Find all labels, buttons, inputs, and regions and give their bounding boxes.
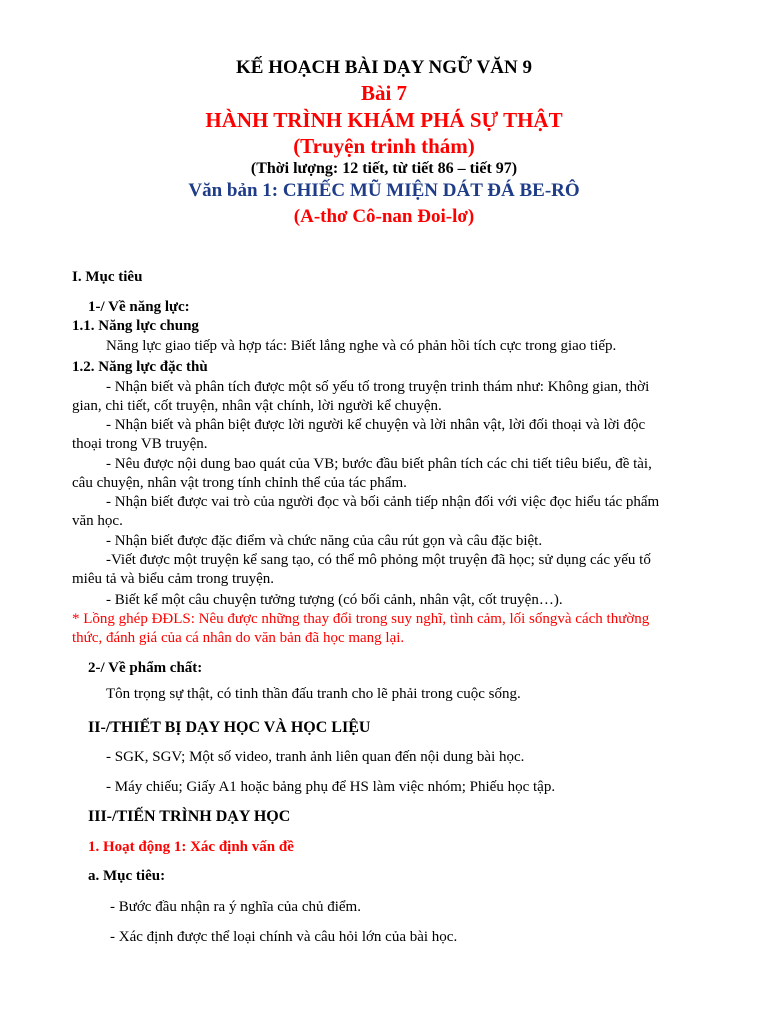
objective-heading: a. Mục tiêu:	[88, 868, 166, 884]
specific-line: thoại trong VB truyện.	[72, 436, 208, 452]
integration-note: thức, đánh giá của cá nhân do văn bản đã học mang lại.	[72, 630, 405, 646]
specific-line: - Nhận biết và phân biệt được lời người kể chuyện và lời nhân vật, lời đối thoại và lời độc	[106, 417, 646, 433]
equipment-item: - Máy chiếu; Giấy A1 hoặc bảng phụ để HS làm việc nhóm; Phiếu học tập.	[106, 779, 556, 795]
specific-line: -Viết được một truyện kể sang tạo, có thể mô phỏng một truyện đã học; sử dụng các yếu tố	[106, 552, 651, 568]
plan-title: KẾ HOẠCH BÀI DẠY NGỮ VĂN 9	[236, 57, 532, 78]
section-process-heading: III-/TIẾN TRÌNH DẠY HỌC	[88, 808, 291, 825]
lesson-title: HÀNH TRÌNH KHÁM PHÁ SỰ THẬT	[205, 108, 563, 132]
general-competence-heading: 1.1. Năng lực chung	[72, 318, 199, 334]
integration-note: * Lồng ghép ĐĐLS: Nêu được những thay đổi trong suy nghĩ, tình cảm, lối sốngvà cách thường	[72, 611, 650, 627]
specific-line: gian, chi tiết, cốt truyện, nhân vật chính, lời người kể chuyện.	[72, 398, 442, 414]
activity1-heading: 1. Hoạt động 1: Xác định vấn đề	[88, 839, 294, 855]
specific-line: miêu tả và biểu cảm trong truyện.	[72, 571, 275, 587]
competence-heading: 1-/ Về năng lực:	[88, 299, 190, 315]
lesson-number: Bài 7	[360, 81, 408, 105]
specific-line: câu chuyện, nhân vật trong tính chỉnh thể của tác phẩm.	[72, 475, 407, 491]
specific-line: - Nêu được nội dung bao quát của VB; bước đầu biết phân tích các chi tiết tiêu biểu, đề tài,	[106, 456, 652, 472]
specific-line: văn học.	[72, 513, 123, 529]
specific-line: - Nhận biết được vai trò của người đọc và bối cảnh tiếp nhận đối với việc đọc hiểu tác phẩm	[106, 494, 660, 510]
section-objectives-heading: I. Mục tiêu	[72, 269, 143, 285]
general-competence-text: Năng lực giao tiếp và hợp tác: Biết lắng nghe và có phản hồi tích cực trong giao tiếp.	[106, 338, 617, 354]
specific-line: - Biết kể một câu chuyện tưởng tượng (có bối cảnh, nhân vật, cốt truyện…).	[106, 592, 563, 608]
quality-heading: 2-/ Về phẩm chất:	[88, 660, 203, 676]
objective-item: - Bước đầu nhận ra ý nghĩa của chủ điểm.	[110, 899, 361, 915]
quality-text: Tôn trọng sự thật, có tinh thần đấu tranh cho lẽ phải trong cuộc sống.	[106, 686, 521, 702]
specific-line: - Nhận biết và phân tích được một số yếu tố trong truyện trinh thám như: Không gian, thời	[106, 379, 650, 395]
specific-line: - Nhận biết được đặc điểm và chức năng của câu rút gọn và câu đặc biệt.	[106, 533, 543, 549]
specific-competence-heading: 1.2. Năng lực đặc thù	[72, 359, 208, 375]
section-equipment-heading: II-/THIẾT BỊ DẠY HỌC VÀ HỌC LIỆU	[88, 719, 371, 736]
genre-label: (Truyện trinh thám)	[293, 134, 475, 158]
duration-note: (Thời lượng: 12 tiết, từ tiết 86 – tiết 97)	[250, 160, 518, 177]
equipment-item: - SGK, SGV; Một số video, tranh ảnh liên quan đến nội dung bài học.	[106, 749, 525, 765]
text-title: Văn bản 1: CHIẾC MŨ MIỆN DÁT ĐÁ BE-RÔ	[188, 180, 580, 201]
objective-item: - Xác định được thể loại chính và câu hỏi lớn của bài học.	[110, 929, 458, 945]
author-name: (A-thơ Cô-nan Đoi-lơ)	[293, 206, 475, 227]
